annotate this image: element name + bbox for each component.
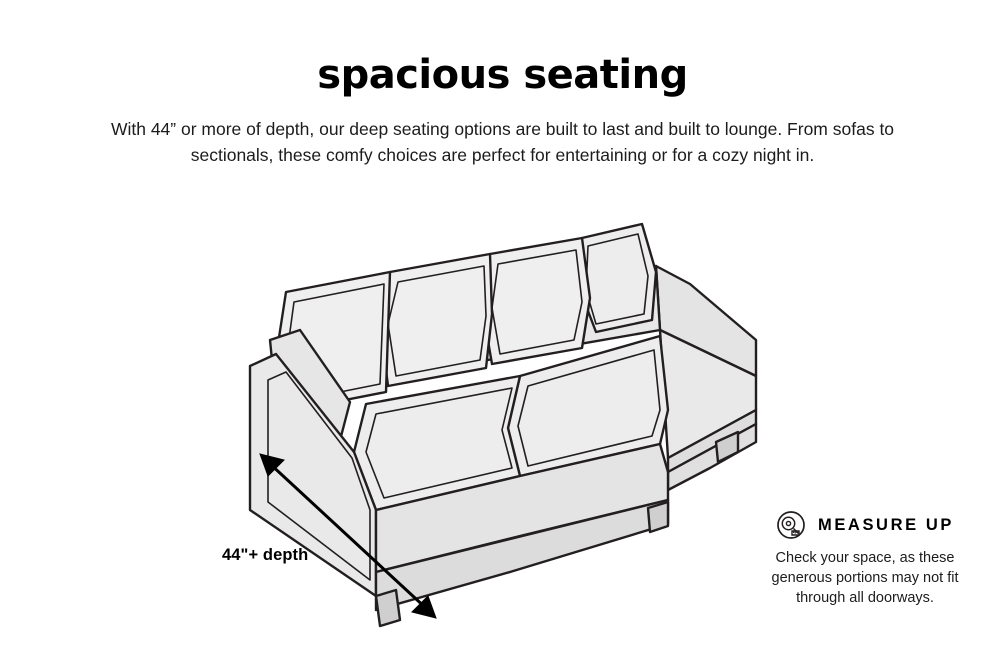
- tape-measure-icon: [776, 510, 806, 540]
- depth-dimension-label: 44"+ depth: [222, 546, 309, 564]
- measure-up-callout: [735, 508, 995, 608]
- page-title: spacious seating: [317, 52, 688, 98]
- sofa-illustration: [190, 180, 810, 640]
- measure-up-note-line-1: Check your space, as these: [775, 550, 955, 566]
- measure-up-note-line-3: through all doorways.: [796, 590, 934, 606]
- measure-up-note-line-2: generous portions may not fit: [771, 570, 959, 586]
- page-description: With 44” or more of depth, our deep seating options are built to last and built to lounge. From sofas to sectionals, these comfy choices are perfect for entertaining or for a cozy night in.: [110, 119, 895, 165]
- measure-up-title: MEASURE UP: [817, 515, 954, 534]
- measure-up-note: [735, 548, 995, 608]
